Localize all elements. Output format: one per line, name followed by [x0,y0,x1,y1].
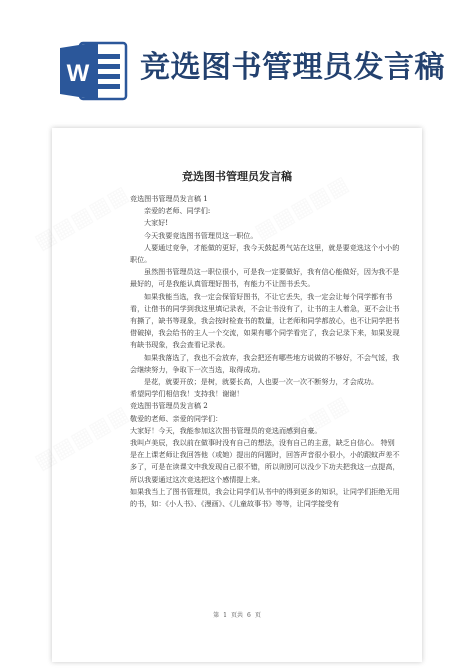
document-paragraph: 如果我当上了图书管理员，我会让同学们从书中的得到更多的知识，让同学们拒绝无用的书，如：《小人书》、《漫画》、《儿童故事书》等等，让同学接受有 [130,486,400,509]
banner [0,0,474,118]
document-paragraph: 如果我落选了，我也不会放弃，我会把还有哪些地方说做的不够好，不会气馁，我会继续努力，争取下一次当选，取得成功。 [130,352,400,374]
banner-title: 竞选图书管理员发言稿 [140,50,445,85]
word-document-icon [60,40,128,102]
document-paragraph: 竞选图书管理员发言稿 2 [130,401,208,411]
document-paragraph: 亲爱的老师、同学们: [144,206,211,216]
document-paragraph: 人要通过竞争，才能做的更好，我今天鼓起勇气站在这里，就是要竞选这个小小的职位。 [130,242,400,265]
document-paragraph: 我叫卢美辰，我以前在做事时没有自己的想法，没有自己的主意，缺乏自信心。 特别是在上课老师让我回答他（或她）提出的问题时，回答声音很小很小，小的跟蚊声差不多了，可是在读课文中我发现自己很不错，所以则别可以没少下功夫把我这一点提高，所以我要通过这次竞选把这个感情提上来。 [130,438,400,484]
footer-page-total: 6 [247,612,251,619]
footer-page-label: 第 [213,612,220,619]
document-paragraph: 今天我要竞选图书管理员这一职位。 [144,230,258,240]
page-footer [52,610,422,619]
document-paragraph: 敬爱的老师、亲爱的同学们： [130,413,223,423]
svg-text:W: W [66,60,90,87]
document-paragraph: 竞选图书管理员发言稿 1 [130,194,208,203]
document-page [52,128,422,662]
document-paragraph: 是花，就要开放；是树，就要长高，人也要一次一次不断努力，才会成功。 [144,377,379,387]
footer-page-of: 页共 [230,612,243,619]
document-paragraph: 大家好！今天，我能参加这次图书管理员的竞选而感到自豪。 [130,425,322,435]
footer-page-current: 1 [223,612,227,619]
footer-page-suffix: 页 [254,612,261,619]
document-paragraph: 虽然图书管理员这一职位很小，可是我一定要做好，我有信心能做好，因为我不是最好的，可是我能认真管理好图书，有能力不让图书丢失。 [130,267,400,289]
document-title: 竞选图书管理员发言稿 [182,170,292,183]
document-paragraph: 大家好! [144,218,169,228]
document-paragraph: 如果我能当选，我一定会保管好图书，不让它丢失，我一定会让每个同学都有书看，让借书的同学到我这里填记录表，不会让书没有了，让书的主人着急，更不会让书有撕了，缺书等现象，我会按时检查书的数量，让老师和同学都放心，也不让同学把书借破掉，我会给书的主人一个交流，如果有哪个同学看完了，我会记录下来，如果发现有缺书现象，我会查看记录表。 [130,291,400,350]
document-paragraph: 希望同学们相信我！支持我！谢谢！ [130,389,244,399]
document-body [130,193,400,510]
